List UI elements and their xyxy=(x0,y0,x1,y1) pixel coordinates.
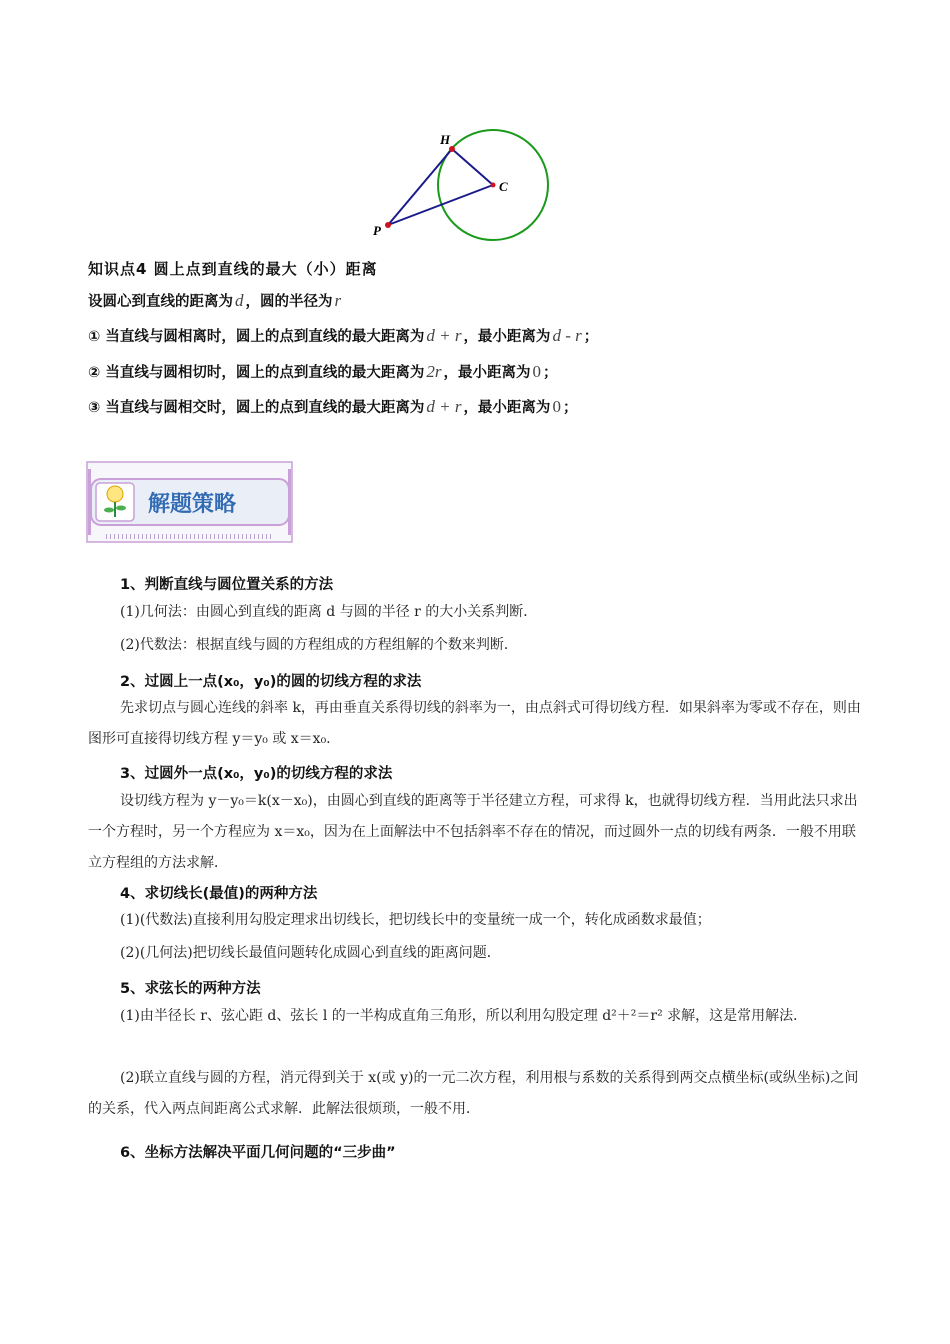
case-min: 0 xyxy=(552,397,561,416)
case-max: 2r xyxy=(426,362,442,381)
section-1-title: 1、判断直线与圆位置关系的方法 xyxy=(120,577,334,593)
case-line-2 xyxy=(88,361,557,382)
point-c xyxy=(491,183,496,188)
case-max: d + r xyxy=(426,397,462,416)
case-end: ； xyxy=(562,400,578,416)
para-5b: (2)联立直线与圆的方程，消元得到关于 x(或 y)的一元二次方程，利用根与系数的关系得到两交点横坐标(或纵坐标)之间的关系，代入两点间距离公式求解．此解法很烦琐，一般不用． xyxy=(88,1070,859,1117)
section-2-title: 2、过圆上一点(x₀，y₀)的圆的切线方程的求法 xyxy=(120,674,422,690)
label-h: H xyxy=(440,132,451,147)
circle-tangent-figure xyxy=(360,120,560,250)
case-min: d - r xyxy=(552,326,582,345)
para-5a: (1)由半径长 r、弦心距 d、弦长 l 的一半构成直角三角形，所以利用勾股定理 d²＋²＝r² 求解，这是常用解法． xyxy=(120,1008,808,1024)
para-1a: (1)几何法：由圆心到直线的距离 d 与圆的半径 r 的大小关系判断． xyxy=(120,604,538,620)
case-text-a: 当直线与圆相切时，圆上的点到直线的最大距离为 xyxy=(105,365,425,381)
case-text-b: ，最小距离为 xyxy=(463,329,551,345)
case-line-1 xyxy=(88,325,598,346)
para-3: 设切线方程为 y－y₀＝k(x－x₀)，由圆心到直线的距离等于半径建立方程，可求得 k，也就得切线方程．当用此法只求出一个方程时，另一个方程应为 x＝x₀，因为在上面解法中不包括斜率不存在的情况，而过圆外一点的切线有两条．一般不用联立方程组的方法求解． xyxy=(88,793,858,871)
case-min: 0 xyxy=(532,362,541,381)
case-marker: ③ xyxy=(88,400,101,416)
intro-d: d xyxy=(235,291,244,310)
segment-hc xyxy=(452,149,493,185)
strategy-banner xyxy=(86,461,293,543)
case-text-b: ，最小距离为 xyxy=(463,400,551,416)
case-text-a: 当直线与圆相离时，圆上的点到直线的最大距离为 xyxy=(105,329,425,345)
intro-text-b: ，圆的半径为 xyxy=(245,294,333,310)
label-c: C xyxy=(499,179,508,194)
intro-text-a: 设圆心到直线的距离为 xyxy=(88,294,233,310)
case-end: ； xyxy=(583,329,599,345)
case-end: ； xyxy=(542,365,558,381)
intro-line xyxy=(88,290,343,311)
para-1b: (2)代数法：根据直线与圆的方程组成的方程组解的个数来判断． xyxy=(120,637,518,653)
lightbulb-plant-icon xyxy=(96,483,134,521)
section-3-title: 3、过圆外一点(x₀，y₀)的切线方程的求法 xyxy=(120,766,393,782)
section-5-title: 5、求弦长的两种方法 xyxy=(120,981,261,997)
case-text-b: ，最小距离为 xyxy=(443,365,531,381)
banner-title: 解题策略 xyxy=(148,492,237,517)
case-max: d + r xyxy=(426,326,462,345)
para-2: 先求切点与圆心连线的斜率 k，再由垂直关系得切线的斜率为一，由点斜式可得切线方程．如果斜率为零或不存在，则由图形可直接得切线方程 y＝y₀ 或 x＝x₀. xyxy=(88,700,861,747)
section-6-title: 6、坐标方法解决平面几何问题的“三步曲” xyxy=(120,1145,396,1161)
point-p xyxy=(385,222,391,228)
case-marker: ② xyxy=(88,365,101,381)
knowledge-point-title: 知识点4 圆上点到直线的最大（小）距离 xyxy=(88,260,378,278)
intro-r: r xyxy=(334,291,342,310)
section-4-title: 4、求切线长(最值)的两种方法 xyxy=(120,886,318,902)
case-marker: ① xyxy=(88,329,101,345)
para-4a: (1)(代数法)直接利用勾股定理求出切线长，把切线长中的变量统一成一个，转化成函数求最值； xyxy=(120,912,711,928)
case-text-a: 当直线与圆相交时，圆上的点到直线的最大距离为 xyxy=(105,400,425,416)
case-line-3 xyxy=(88,396,577,417)
para-4b: (2)(几何法)把切线长最值问题转化成圆心到直线的距离问题． xyxy=(120,945,501,961)
label-p: P xyxy=(373,223,381,238)
